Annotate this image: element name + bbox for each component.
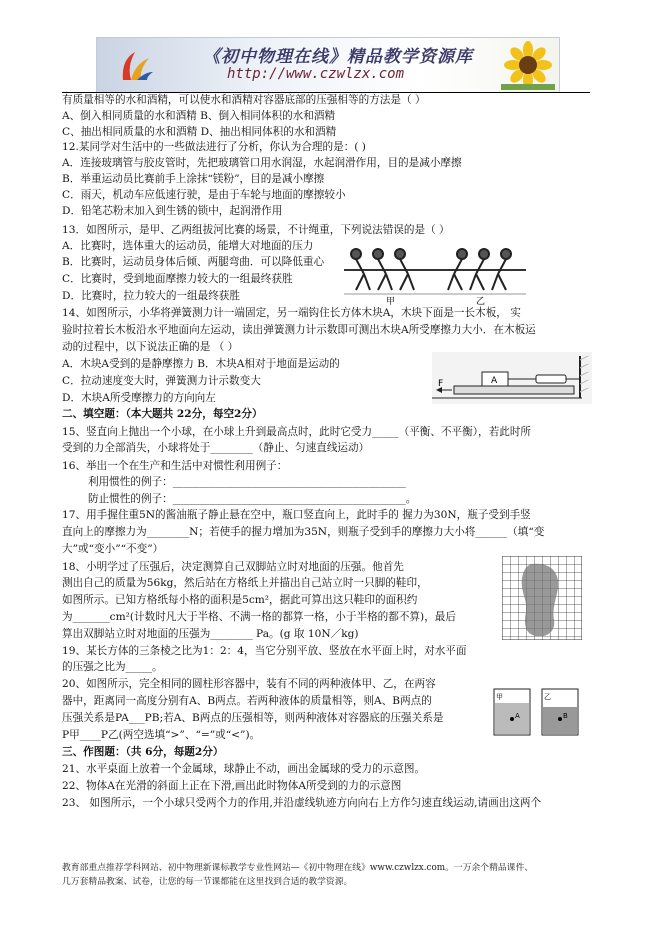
text-line: C、抽出相同质量的水和酒精 D、抽出相同体积的水和酒精 (62, 126, 337, 138)
text-line: 利用惯性的例子：____________________________________________ (88, 476, 406, 488)
text-line: D．比赛时，拉力较大的一组最终获胜 (62, 290, 240, 302)
text-line: 测出自己的质量为56kg，然后站在方格纸上并描出自己站立时一只脚的鞋印， (62, 577, 428, 589)
footer-line-1: 教育部重点推荐学科网站、初中物理新课标教学专业性网站—《初中物理在线》www.czwlzx.com。一万余个精品课件、 (62, 863, 534, 873)
text-line: A．连接玻璃管与胶皮管时，先把玻璃管口用水润湿，水起润滑作用，目的是减小摩擦 (62, 157, 462, 169)
text-line: 22、物体A在光滑的斜面上正在下滑,画出此时物体A所受到的力的示意图 (62, 780, 402, 792)
text-line: 三、作图题：（共 6分，每题2分） (62, 746, 224, 758)
banner-url[interactable]: http://www.czwlzx.com (227, 66, 405, 82)
block-label-a: A (491, 376, 498, 386)
text-line: 20、如图所示，完全相同的圆柱形容器中，装有不同的两种液体甲、乙，在两容 (62, 678, 436, 690)
text-line: B．举重运动员比赛前手上涂抹“镁粉”，目的是减小摩擦 (62, 173, 325, 185)
text-line: D．木块A所受摩擦力的方向向左 (62, 392, 216, 404)
footprint-grid-figure (502, 556, 582, 640)
point-label-a: A (515, 712, 520, 720)
text-line: 压强关系是PA___PB;若A、B两点的压强相等，则两种液体对容器底的压强关系是 (62, 712, 444, 724)
force-label-f: F (438, 379, 444, 389)
text-line: 直向上的摩擦力为________N；若使手的握力增加为35N，则瓶子受到手的摩擦力大小将______（填“变 (62, 526, 545, 538)
text-line: 器中，距离同一高度分别有A、B两点。若两种液体的质量相等，则A、B两点的 (62, 695, 432, 707)
tug-label-yi: 乙 (476, 297, 486, 306)
tug-label-jia: 甲 (386, 297, 396, 306)
text-line: 19、某长方体的三条棱之比为1：2：4，当它分别平放、竖放在水平面上时，对水平面 (62, 645, 467, 657)
text-line: 12.某同学对生活中的一些做法进行了分析，你认为合理的是：( ) (62, 141, 366, 153)
tug-of-war-figure (334, 240, 534, 306)
text-line: 17、用手握住重5N的酱油瓶子静止悬在空中，瓶口竖直向上，此时手的 握力为30N，瓶子受到手竖 (62, 509, 531, 521)
footer-line-2: 几万套精品教案、试卷，让您的每一节课都能在这里找到合适的教学资源。 (62, 877, 353, 887)
text-line: 动的过程中，以下说法正确的是 （ ） (62, 341, 239, 353)
text-line: 有质量相等的水和酒精，可以使水和酒精对容器底部的压强相等的方法是（ ） (62, 94, 426, 106)
text-line: 为_______cm²(计数时凡大于半格、不满一格的都算一格，小于半格的都不算)，最后 (62, 611, 456, 623)
site-logo-icon (117, 46, 155, 84)
text-line: C．比赛时，受到地面摩擦力较大的一组最终获胜 (62, 273, 293, 285)
banner-title: 《初中物理在线》精品教学资源库 (203, 47, 473, 67)
text-line: 18、小明学过了压强后，决定测算自己双脚站立时对地面的压强。他首先 (62, 561, 404, 573)
block-on-board-figure (432, 352, 592, 404)
text-line: 的压强之比为_____。 (62, 661, 163, 673)
liquid-containers-figure (488, 685, 584, 739)
text-line: A．比赛时，选体重大的运动员，能增大对地面的压力 (62, 240, 314, 252)
text-line: A、倒入相同质量的水和酒精 B、倒入相同体积的水和酒精 (62, 110, 336, 122)
text-line: 14、如图所示，小华将弹簧测力计一端固定，另一端钩住长方体木块A，木块下面是一长木板， 实 (62, 307, 521, 319)
text-line: C．雨天，机动车应低速行驶，是由于车轮与地面的摩擦较小 (62, 189, 346, 201)
header-rule (62, 92, 590, 93)
text-line: 二、填空题：（本大题共 22分，每空2分） (62, 408, 263, 420)
text-line: 如图所示。已知方格纸每小格的面积是5cm²，据此可算出这只鞋印的面积约 (62, 594, 418, 606)
text-line: 验时拉着长木板沿水平地面向左运动，读出弹簧测力计示数即可测出木块A所受摩擦力大小．在木板运 (62, 324, 536, 336)
container-label-jia: 甲 (496, 693, 503, 701)
container-label-yi: 乙 (544, 693, 551, 701)
header-banner (96, 37, 560, 93)
point-label-b: B (563, 712, 568, 720)
text-line: 防止惯性的例子：____________________________________________。 (88, 493, 417, 505)
text-line: 23、 如图所示，一个小球只受两个力的作用,并沿虚线轨迹方向向右上方作匀速直线运动,请画出这两个 (62, 797, 542, 809)
text-line: 受到的力全部消失，小球将处于________（静止、匀速直线运动） (62, 442, 370, 454)
text-line: D．铅笔芯粉末加入到生锈的锁中，起润滑作用 (62, 205, 283, 217)
text-line: 算出双脚站立时对地面的压强为________ Pa。(g 取 10N／kg) (62, 628, 359, 640)
text-line: 15、竖直向上抛出一个小球，在小球上升到最高点时，此时它受力_____（平衡、不平衡），若此时所 (62, 426, 532, 438)
text-line: 21、水平桌面上放着一个金属球，球静止不动，画出金属球的受力的示意图。 (62, 763, 426, 775)
text-line: P甲____P乙(两空选填“>”、“=”或“<”)。 (62, 729, 261, 741)
text-line: B．比赛时，运动员身体后倾、两腿弯曲．可以降低重心 (62, 256, 325, 268)
text-line: 16、举出一个在生产和生活中对惯性利用例子： (62, 460, 288, 472)
text-line: C．拉动速度变大时，弹簧测力计示数变大 (62, 375, 261, 387)
sunflower-icon (501, 40, 555, 90)
text-line: 13．如图所示，是甲、乙两组拔河比赛的场景，不计绳重，下列说法错误的是（ ） (62, 224, 450, 236)
text-line: 大”或“变小”“不变”） (62, 543, 164, 555)
text-line: A．木块A受到的是静摩擦力 B．木块A相对于地面是运动的 (62, 358, 340, 370)
